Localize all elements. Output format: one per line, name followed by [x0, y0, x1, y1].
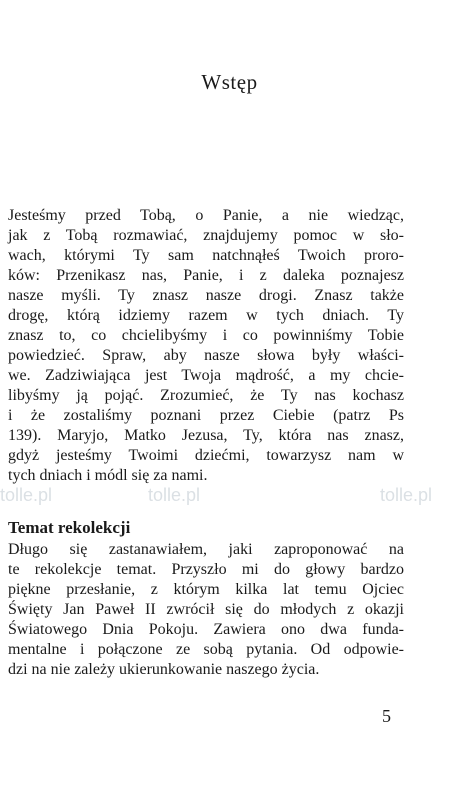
text-line: tych dniach i módl się za nami. [8, 467, 208, 484]
section-paragraph [8, 540, 404, 680]
text-line: znasz to, co chcielibyśmy i co powinniśmy Tobie [8, 327, 404, 344]
text-line: ków: Przenikasz nas, Panie, i z daleka poznajesz [8, 267, 404, 284]
text-line: 139). Maryjo, Matko Jezusa, Ty, która nas znasz, [8, 427, 404, 444]
text-line: libyśmy ją pojąć. Zrozumieć, że Ty nas kochasz [8, 387, 404, 404]
text-line: gdyż jesteśmy Twoimi dziećmi, towarzysz nam w [8, 447, 404, 464]
text-line: we. Zadziwiająca jest Twoja mądrość, a my chcie- [8, 367, 404, 384]
text-line: wach, którymi Ty sam natchnąłeś Twoich proro- [8, 247, 404, 264]
text-line: Święty Jan Paweł II zwrócił się do młodych z okazji [8, 601, 404, 618]
watermark: tolle.pl [380, 485, 433, 505]
text-line: Długo się zastanawiałem, jaki zaproponować na [8, 541, 404, 558]
text-line: drogę, którą idziemy razem w tych dniach. Ty [8, 307, 404, 324]
page-number: 5 [382, 706, 391, 726]
section-heading: Temat rekolekcji [8, 518, 131, 537]
text-line: dzi na nie zależy ukierunkowanie naszego życia. [8, 661, 320, 678]
text-line: Jesteśmy przed Tobą, o Panie, a nie wiedząc, [8, 207, 404, 224]
text-line: piękne przesłanie, z którym kilka lat temu Ojciec [8, 581, 404, 598]
text-line: i że zostaliśmy poznani przez Ciebie (patrz Ps [8, 407, 404, 424]
text-line: jak z Tobą rozmawiać, znajdujemy pomoc w sło- [8, 227, 404, 244]
text-line: nasze myśli. Ty znasz nasze drogi. Znasz także [8, 287, 404, 304]
chapter-title: Wstęp [201, 70, 258, 94]
text-line: te rekolekcje temat. Przyszło mi do głowy bardzo [8, 561, 404, 578]
text-line: Światowego Dnia Pokoju. Zawiera ono dwa funda- [8, 621, 404, 638]
watermark: tolle.pl [0, 485, 53, 505]
watermark: tolle.pl [148, 485, 201, 505]
text-line: powiedzieć. Spraw, aby nasze słowa były właści- [8, 347, 404, 364]
intro-paragraph [8, 206, 404, 486]
text-line: mentalne i połączone ze sobą pytania. Od odpowie- [8, 641, 404, 658]
